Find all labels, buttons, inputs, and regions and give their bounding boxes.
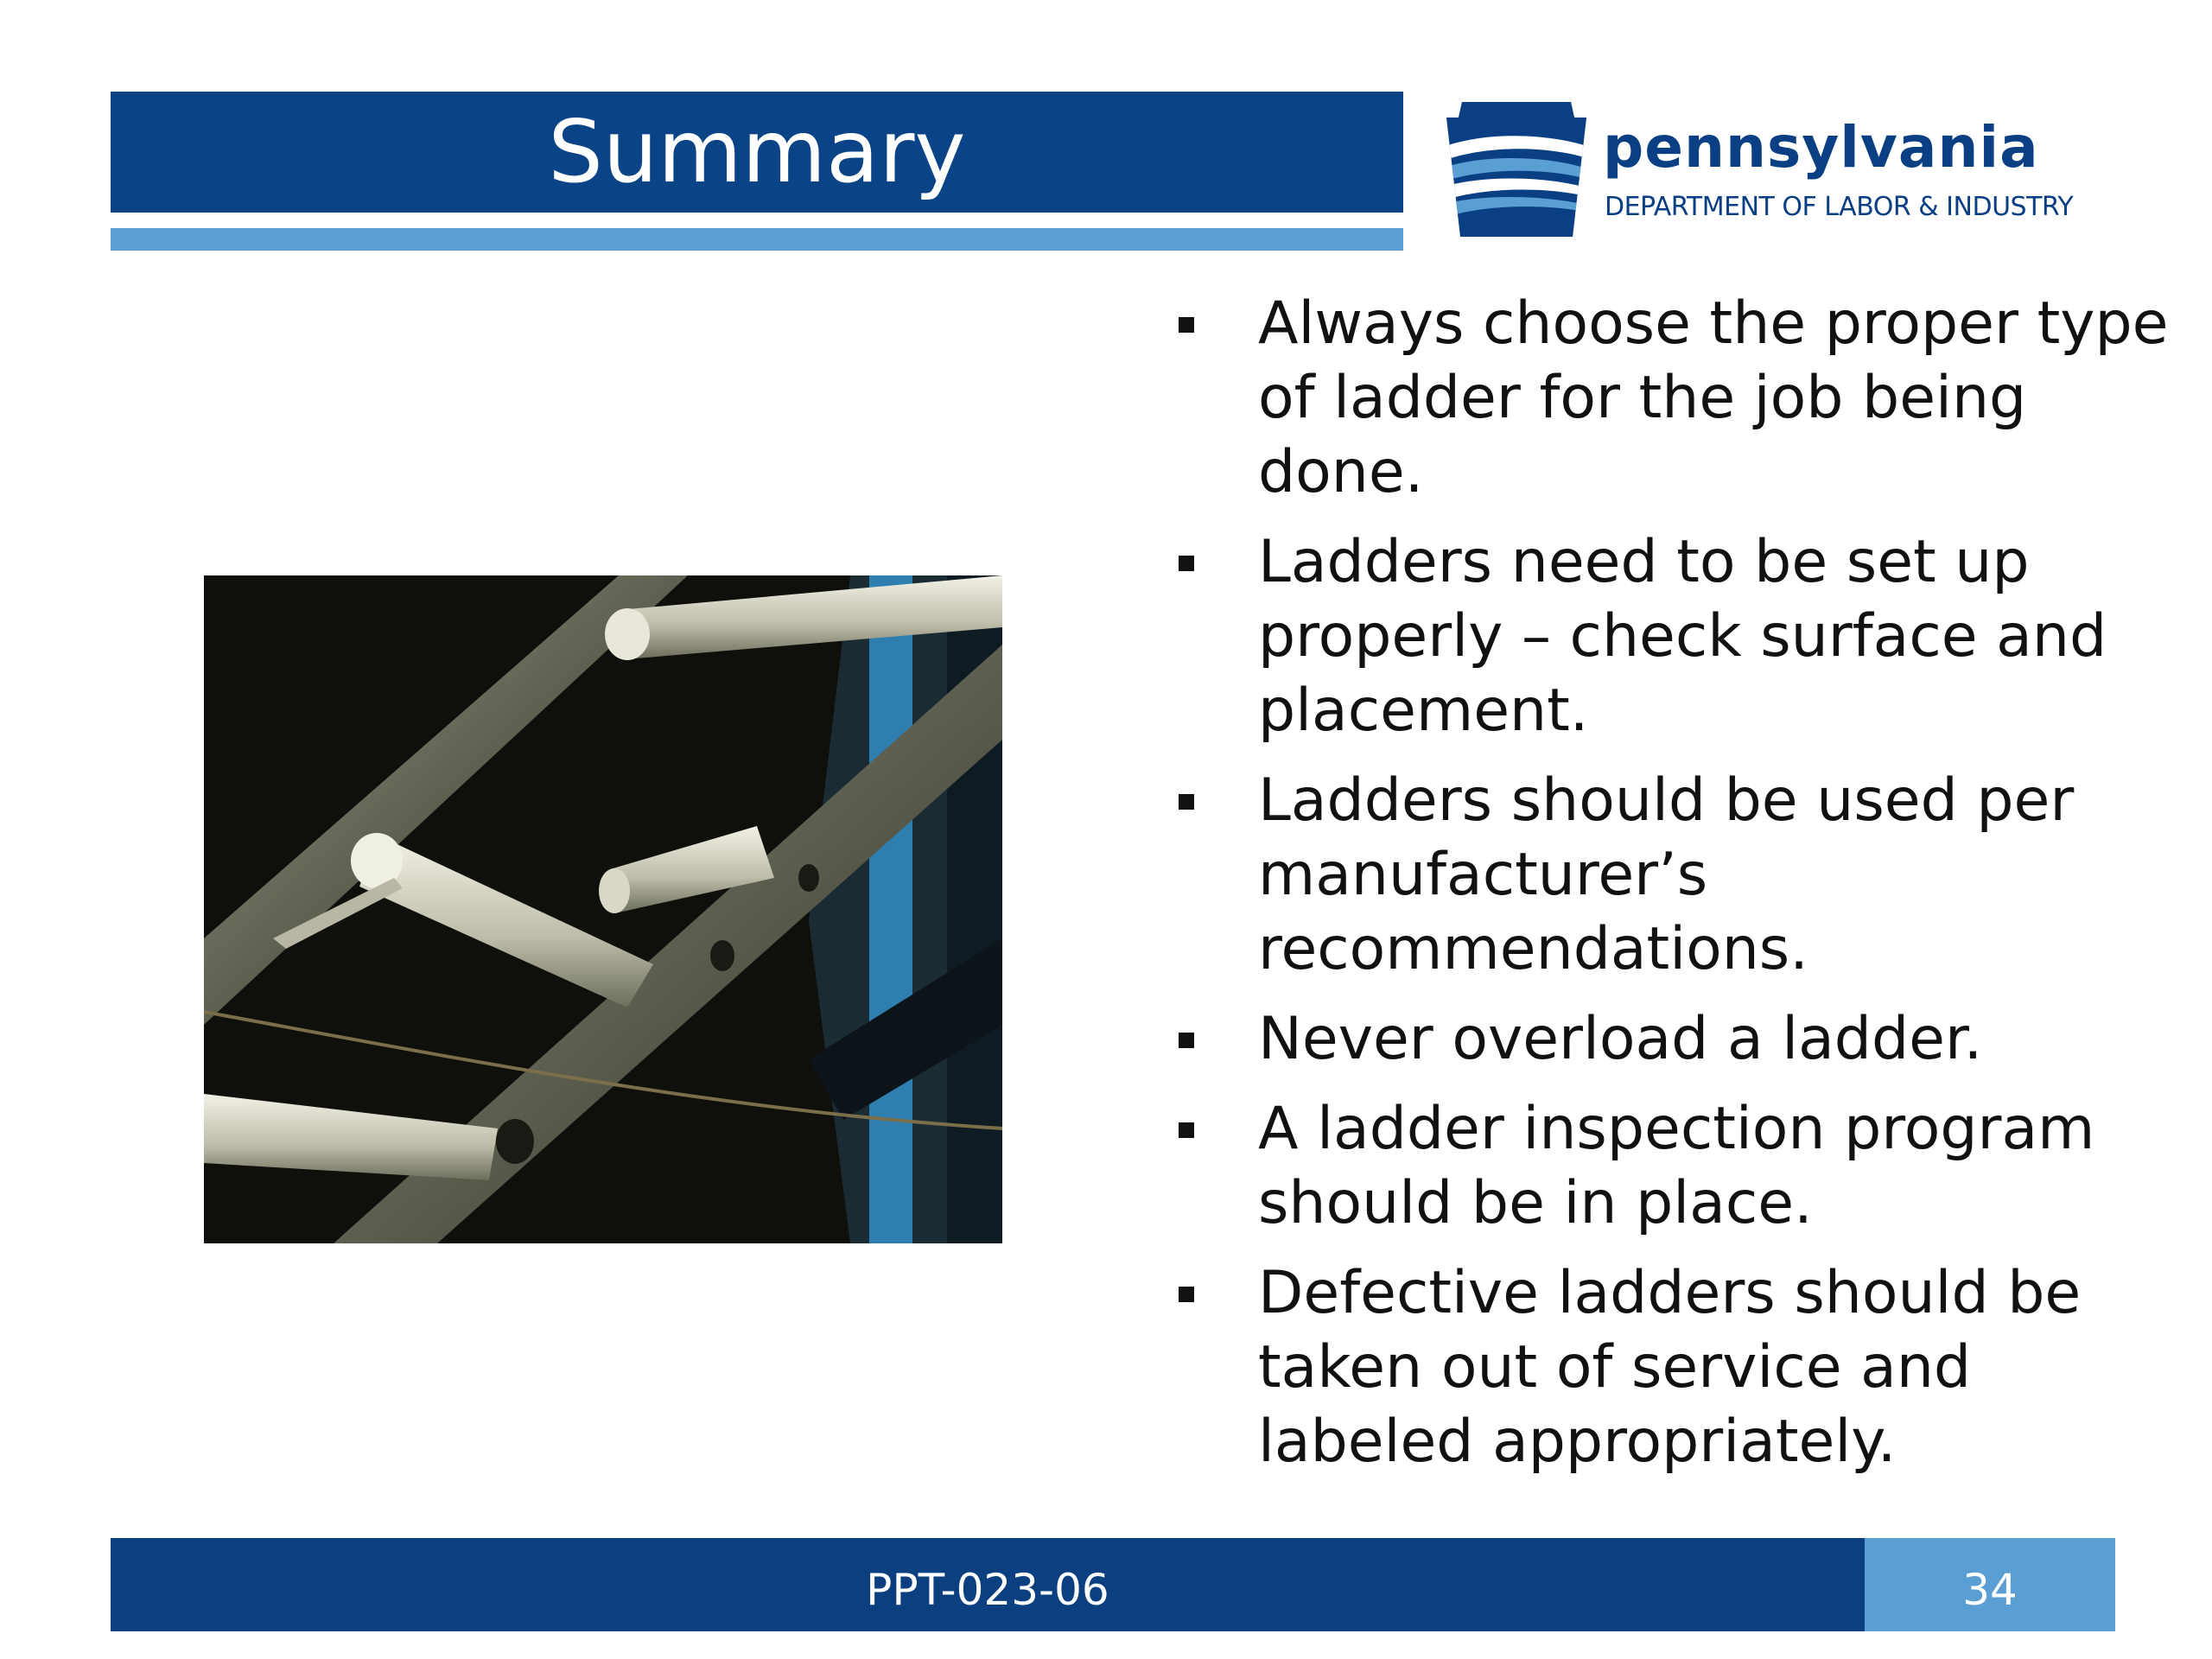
footer-code: PPT-023-06 bbox=[866, 1565, 1109, 1615]
summary-bullet-list bbox=[1158, 287, 2177, 1495]
list-item: Always choose the proper type of ladder for the job being done. bbox=[1158, 287, 2177, 510]
list-item: Never overload a ladder. bbox=[1158, 1002, 2177, 1077]
bullet-square-icon bbox=[1179, 1287, 1194, 1302]
list-item: Ladders need to be set up properly – check surface and placement. bbox=[1158, 525, 2177, 748]
list-item: Defective ladders should be taken out of service and labeled appropriately. bbox=[1158, 1256, 2177, 1479]
slide-title: Summary bbox=[548, 101, 966, 202]
keystone-icon bbox=[1443, 97, 1590, 244]
page-number: 34 bbox=[1865, 1538, 2115, 1631]
title-underline bbox=[111, 228, 1403, 251]
logo-subtitle: DEPARTMENT OF LABOR & INDUSTRY bbox=[1605, 192, 2074, 222]
bullet-square-icon bbox=[1179, 1122, 1194, 1138]
bullet-square-icon bbox=[1179, 317, 1194, 333]
list-item: Ladders should be used per manufacturer’s recommendations. bbox=[1158, 764, 2177, 987]
bullet-square-icon bbox=[1179, 556, 1194, 571]
pa-logo bbox=[1443, 97, 2134, 244]
logo-wordmark: pennsylvania bbox=[1603, 114, 2039, 181]
ladder-photo bbox=[204, 575, 1002, 1243]
bullet-square-icon bbox=[1179, 1033, 1194, 1048]
ladder-illustration bbox=[204, 575, 1002, 1243]
list-item: A ladder inspection program should be in place. bbox=[1158, 1092, 2177, 1241]
bullet-square-icon bbox=[1179, 794, 1194, 810]
